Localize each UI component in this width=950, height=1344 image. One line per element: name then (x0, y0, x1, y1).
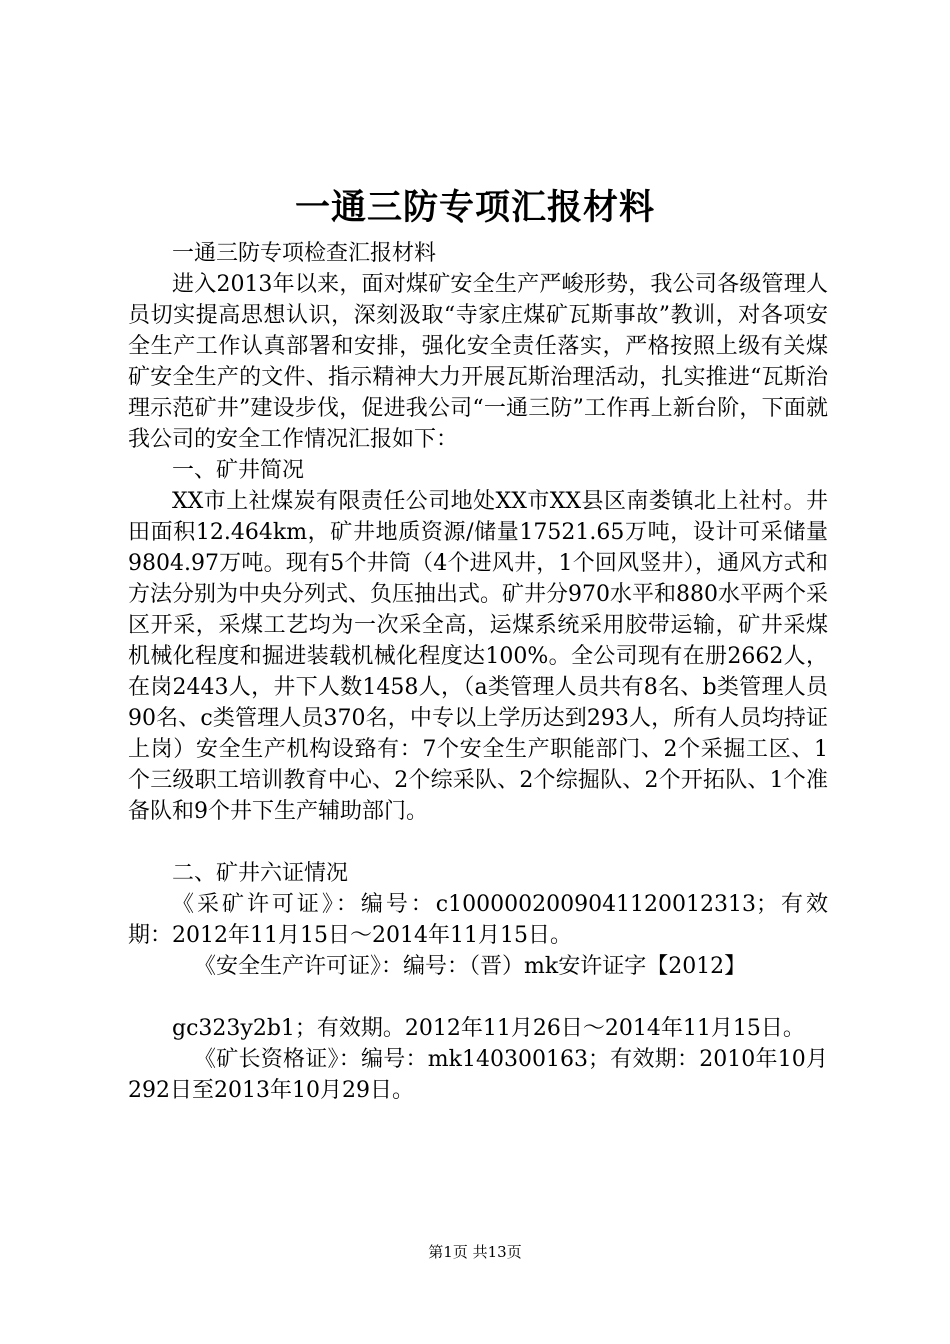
page-number-footer: 第1页 共13页 (428, 1243, 522, 1261)
safety-license-continued-paragraph: gc323y2b1；有效期。2012年11月26日～2014年11月15日。 (172, 1016, 805, 1041)
document-body (128, 238, 828, 1106)
mine-manager-certificate-paragraph: 《矿长资格证》：编号：mk140300163；有效期：2010年10月292日至2013年10月29日。 (128, 1047, 828, 1103)
safety-license-paragraph: 《安全生产许可证》：编号：（晋）mk安许证字【2012】 (194, 954, 747, 979)
mine-overview-paragraph: XX市上社煤炭有限责任公司地处XX市XX县区南娄镇北上社村。井田面积12.464km，矿井地质资源/储量17521.65万吨，设计可采储量9804.97万吨。现有5个井筒（4个进风井，1个回风竖井），通风方式和方法分别为中央分列式、负压抽出式。矿井分970水平和880水平两个采区开采，采煤工艺均为一次采全高，运煤系统采用胶带运输，矿井采煤机械化程度和掘进装载机械化程度达100%。全公司现有在册2662人，在岗2443人，井下人数1458人，（a类管理人员共有8名、b类管理人员90名、c类管理人员370名，中专以上学历达到293人，所有人员均持证上岗）安全生产机构设臵有：7个安全生产职能部门、2个采掘工区、1个三级职工培训教育中心、2个综采队、2个综掘队、2个开拓队、1个准备队和9个井下生产辅助部门。 (128, 489, 829, 824)
intro-paragraph: 进入2013年以来，面对煤矿安全生产严峻形势，我公司各级管理人员切实提高思想认识，深刻汲取“寺家庄煤矿瓦斯事故”教训，对各项安全生产工作认真部署和安排，强化安全责任落实，严格按照上级有关煤矿安全生产的文件、指示精神大力开展瓦斯治理活动，扎实推进“瓦斯治理示范矿井”建设步伐，促进我公司“一通三防”工作再上新台阶，下面就我公司的安全工作情况汇报如下： (128, 272, 828, 452)
subtitle-paragraph: 一通三防专项检查汇报材料 (172, 241, 437, 266)
document-title: 一通三防专项汇报材料 (294, 187, 655, 228)
mining-license-paragraph: 《采矿许可证》：编号：c1000002009041120012313；有效期：2012年11月15日～2014年11月15日。 (128, 892, 828, 948)
section-heading-six-certificates: 二、矿井六证情况 (172, 861, 349, 886)
section-heading-mine-overview: 一、矿井简况 (172, 458, 305, 483)
